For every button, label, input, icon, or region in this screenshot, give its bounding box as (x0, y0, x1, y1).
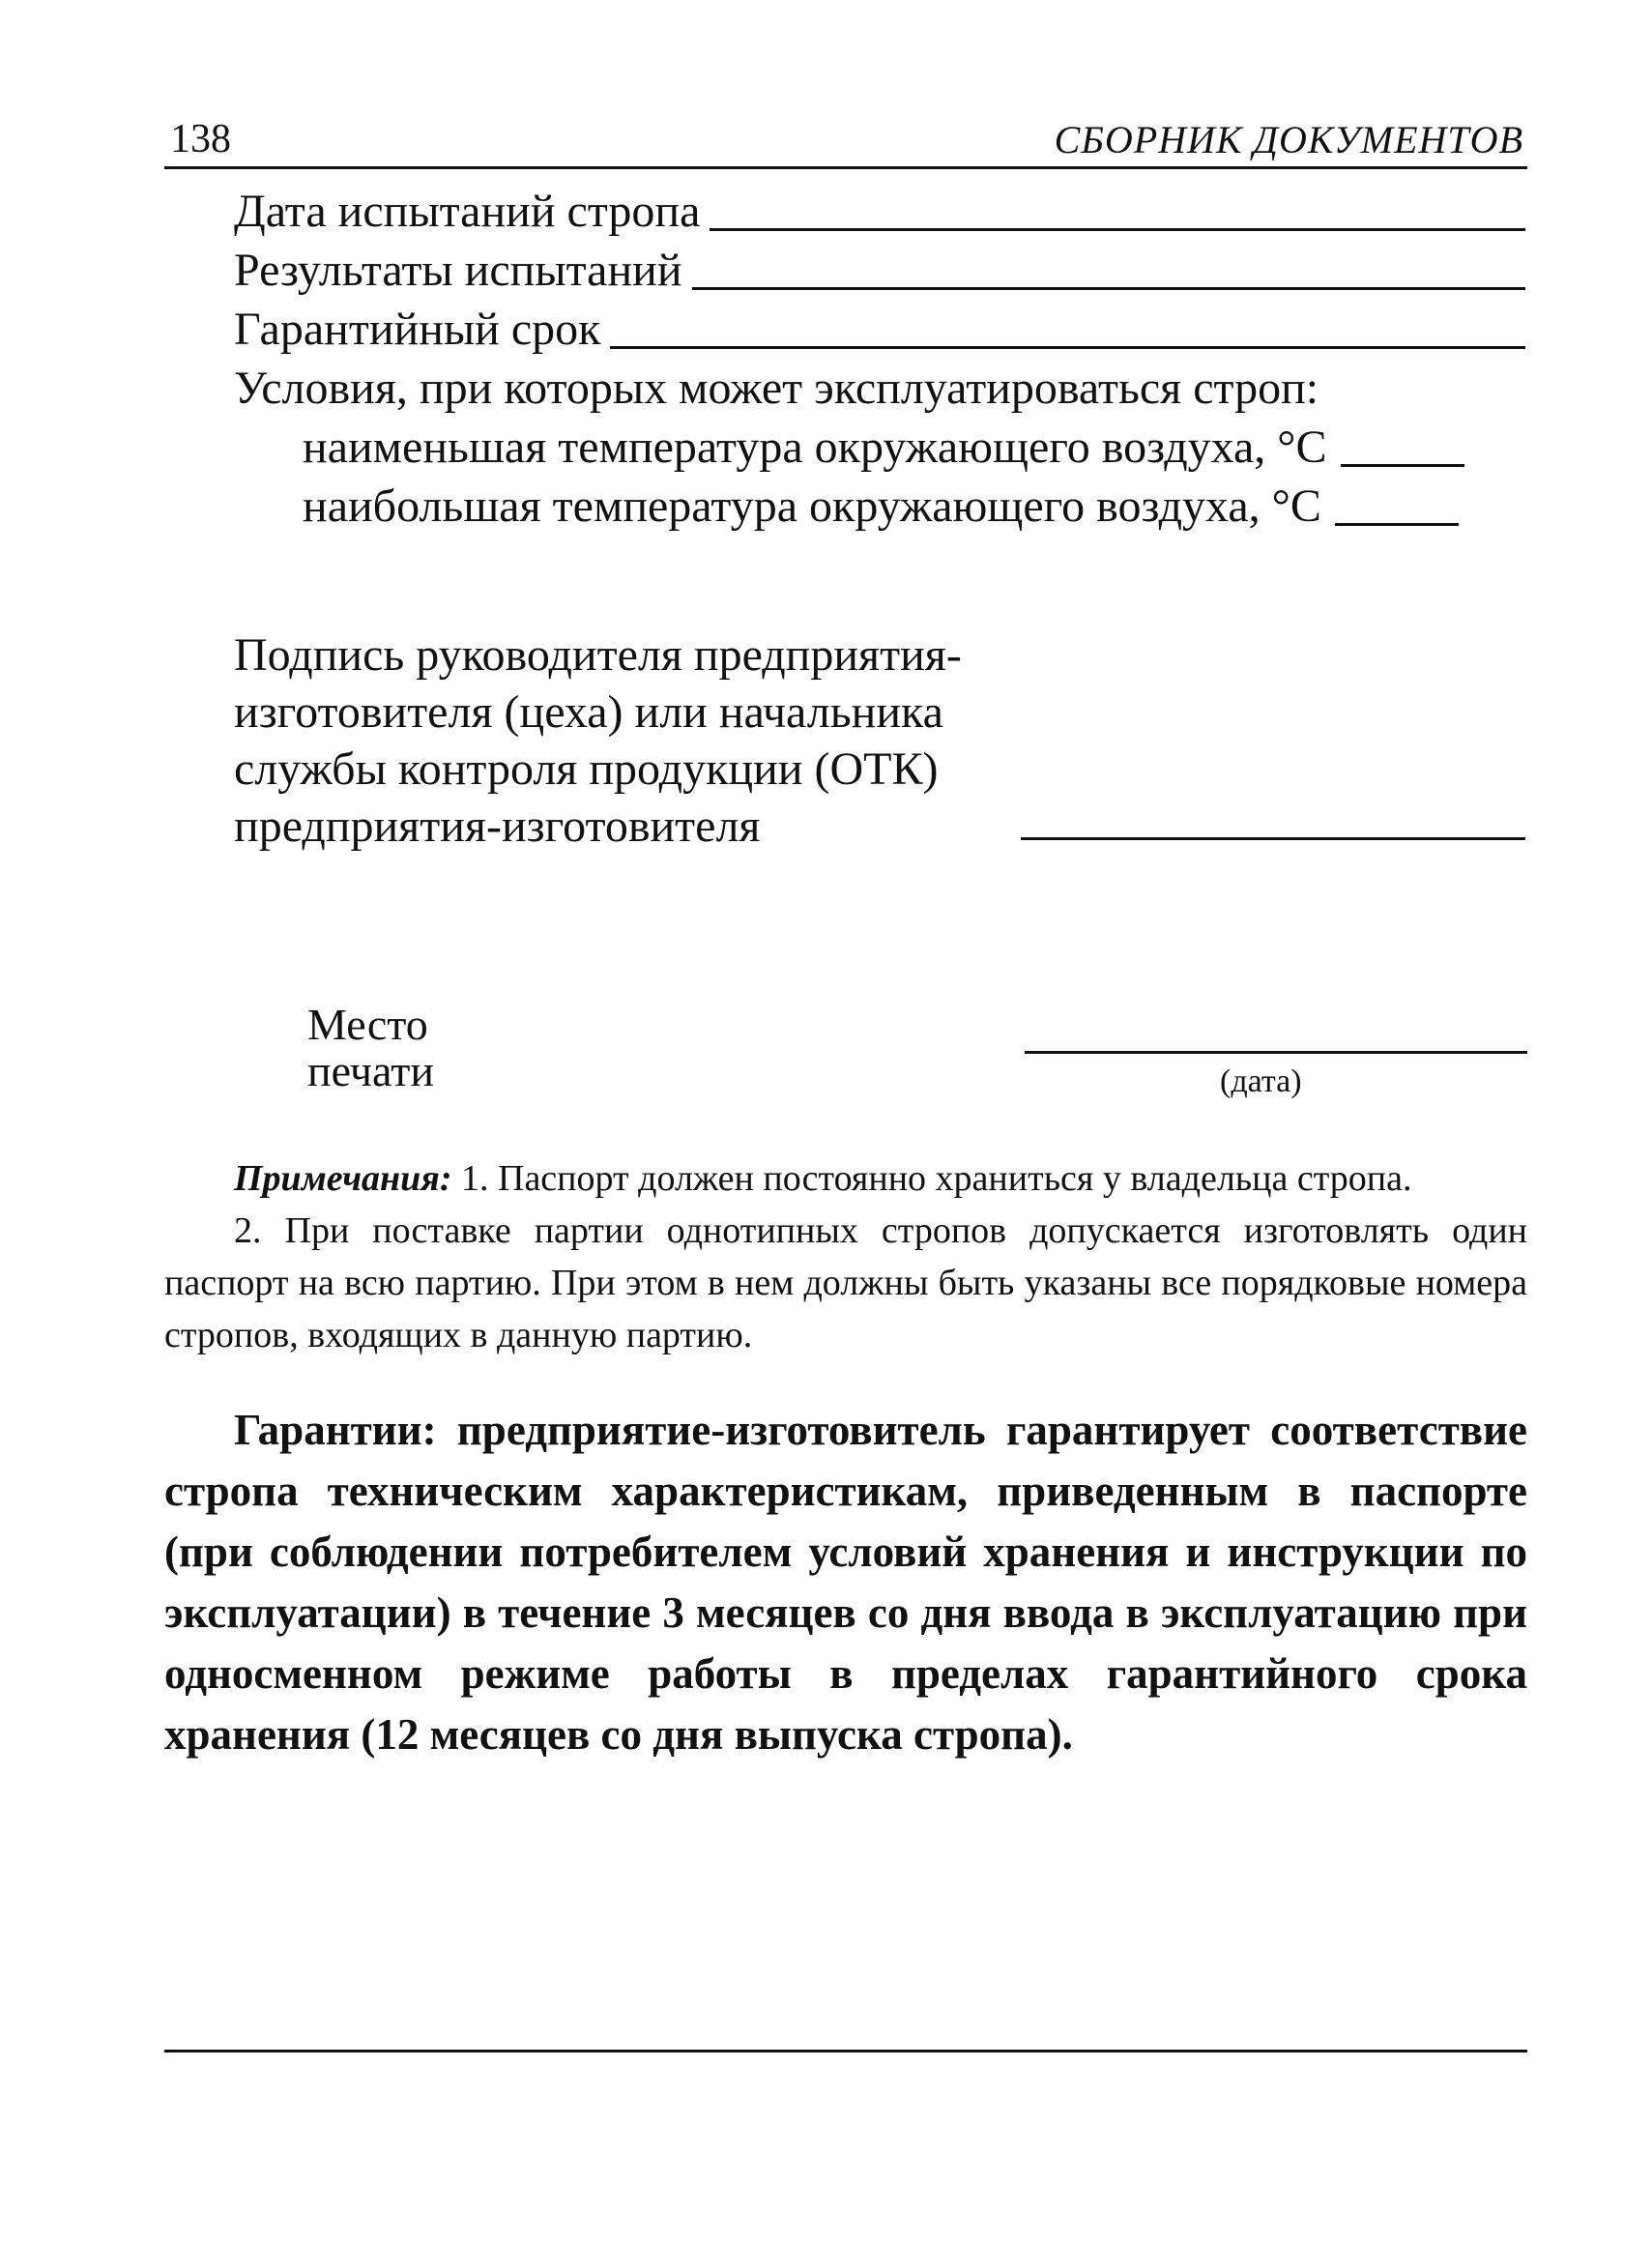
stamp-text-line: печати (307, 1046, 434, 1095)
fill-in-line[interactable] (710, 228, 1525, 231)
field-min-temperature (234, 418, 1525, 477)
field-label: Дата испытаний стропа (234, 186, 701, 237)
signature-block (234, 626, 962, 855)
page-number: 138 (170, 117, 231, 161)
date-caption: (дата) (1220, 1063, 1302, 1099)
footer-rule (164, 2050, 1527, 2053)
notes-section (164, 1152, 1527, 1361)
conditions-title (234, 359, 1525, 418)
signature-line[interactable] (1021, 837, 1525, 840)
field-max-temperature (234, 477, 1525, 536)
field-label: наибольшая температура окружающего воздуха, °С (303, 480, 1321, 532)
signature-text-line: изготовителя (цеха) или начальника (234, 686, 943, 738)
note-2: 2. При поставке партии однотипных стропов допускается изготовлять один паспорт на всю партию. При этом в нем должны быть указаны все порядковые номера стропов, входящих в данную партию. (164, 1210, 1527, 1355)
running-title: СБОРНИК ДОКУМЕНТОВ (1054, 118, 1523, 161)
guarantee-paragraph: Гарантии: предприятие-изготовитель гарантирует соответствие стропа техническим характеристикам, приведенным в паспорте (при соблюдении потребителем условий хранения и инструкции по эксплуатации) в течение 3 месяцев со дня ввода в эксплуатацию при односменном режиме работы в пределах гарантийного срока хранения (12 месяцев со дня выпуска стропа). (164, 1406, 1527, 1759)
signature-text-line: Подпись руководителя предприятия- (234, 629, 962, 681)
field-label: наименьшая температура окружающего воздуха, °С (303, 422, 1327, 473)
signature-text-line: предприятия-изготовителя (234, 801, 761, 852)
note-1 (164, 1152, 1527, 1205)
field-label: Гарантийный срок (234, 304, 601, 355)
stamp-place (307, 1002, 434, 1094)
signature-text-line: службы контроля продукции (ОТК) (234, 743, 939, 795)
running-header (164, 104, 1527, 169)
fill-in-line[interactable] (692, 287, 1525, 290)
fill-in-line[interactable] (1335, 523, 1459, 526)
field-test-date (234, 182, 1525, 241)
field-warranty-period (234, 300, 1525, 359)
fill-in-line[interactable] (1341, 464, 1464, 467)
stamp-text-line: Место (307, 1000, 428, 1049)
date-line[interactable] (1025, 1051, 1527, 1054)
fill-in-line[interactable] (610, 346, 1525, 349)
conditions-title-text: Условия, при которых может эксплуатироваться строп: (234, 363, 1319, 414)
notes-label: Примечания: (234, 1158, 452, 1199)
passport-form (234, 182, 1525, 536)
note-1-text: 1. Паспорт должен постоянно храниться у владельца стропа. (451, 1158, 1412, 1199)
field-label: Результаты испытаний (234, 245, 682, 296)
field-test-results (234, 241, 1525, 300)
